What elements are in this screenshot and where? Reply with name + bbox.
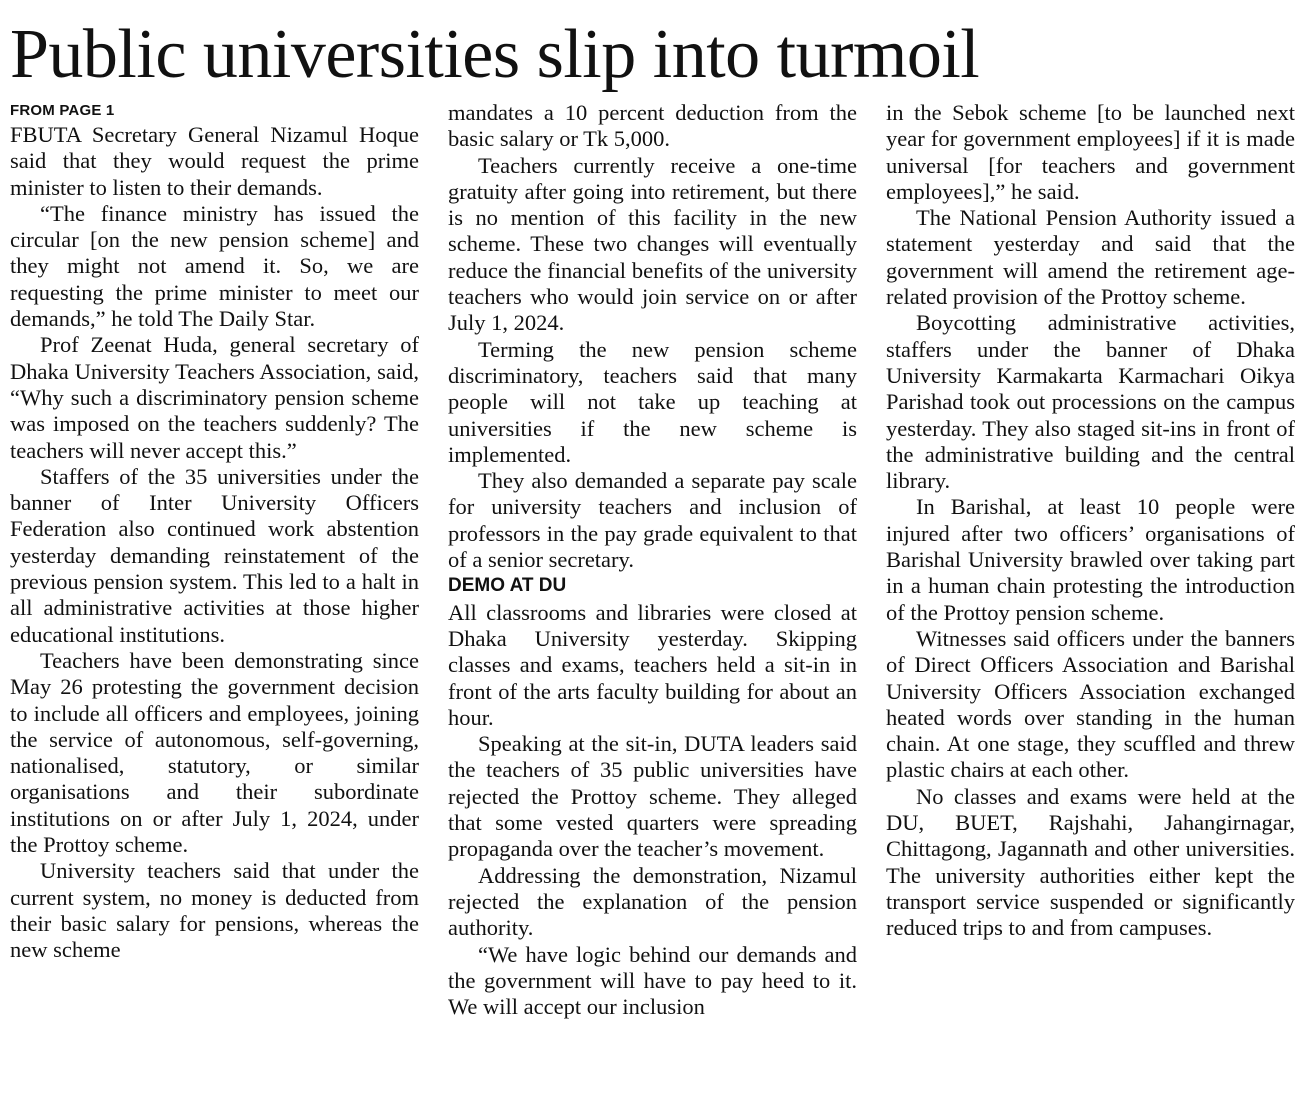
paragraph: The National Pension Authority issued a statement yesterday and said that the government will amend the retirement age-related provision of the Prottoy scheme. — [886, 205, 1295, 310]
paragraph: Prof Zeenat Huda, general secretary of Dhaka University Teachers Association, said, “Why such a discriminatory pension scheme was imposed on the teachers suddenly? The teachers will never accept this.” — [10, 332, 419, 463]
paragraph: Addressing the demonstration, Nizamul rejected the explanation of the pension authority. — [448, 862, 857, 941]
paragraph: in the Sebok scheme [to be launched next year for government employees] if it is made universal [for teachers and government employees],” he said. — [886, 100, 1295, 204]
paragraph: mandates a 10 percent deduction from the basic salary or Tk 5,000. — [448, 100, 857, 152]
paragraph: “The finance ministry has issued the circular [on the new pension scheme] and they might not amend it. So, we are requesting the prime minister to meet our demands,” he told The Daily Star. — [10, 200, 419, 332]
paragraph: Boycotting administrative activities, staffers under the banner of Dhaka University Karmakarta Karmachari Oikya Parishad took out processions on the campus yesterday. They also staged sit-ins in front of the administrative building and the central library. — [886, 310, 1295, 494]
paragraph: Staffers of the 35 universities under the banner of Inter University Officers Federation also continued work abstention yesterday demanding reinstatement of the previous pension system. This led to a halt in all administrative activities at those higher educational institutions. — [10, 463, 419, 647]
subhead-demo-at-du: DEMO AT DU — [448, 575, 567, 597]
article-column-1 — [10, 100, 419, 964]
paragraph: All classrooms and libraries were closed at Dhaka University yesterday. Skipping classes and exams, teachers held a sit-in in front of the arts faculty building for about an hour. — [448, 599, 857, 730]
kicker-from-page-1: FROM PAGE 1 — [10, 102, 115, 119]
headline: Public universities slip into turmoil — [10, 16, 980, 93]
paragraph: They also demanded a separate pay scale for university teachers and inclusion of professors in the pay grade equivalent to that of a senior secretary. — [448, 468, 857, 573]
paragraph: University teachers said that under the current system, no money is deducted from their basic salary for pensions, whereas the new scheme — [10, 858, 419, 963]
paragraph: In Barishal, at least 10 people were injured after two officers’ organisations of Barishal University brawled over taking part in a human chain protesting the introduction of the Prottoy pension scheme. — [886, 494, 1295, 625]
paragraph: Witnesses said officers under the banners of Direct Officers Association and Barishal University Officers Association exchanged heated words over standing in the human chain. At one stage, they scuffled and threw plastic chairs at each other. — [886, 625, 1295, 783]
paragraph: Teachers have been demonstrating since May 26 protesting the government decision to include all officers and employees, joining the service of autonomous, self-governing, nationalised, statutory, or similar organisations and their subordinate institutions on or after July 1, 2024, under the Prottoy scheme. — [10, 647, 419, 858]
article-column-3 — [886, 100, 1295, 942]
paragraph: “We have logic behind our demands and the government will have to pay heed to it. We will accept our inclusion — [448, 941, 857, 1020]
paragraph: Teachers currently receive a one-time gratuity after going into retirement, but there is no mention of this facility in the new scheme. These two changes will eventually reduce the financial benefits of the university teachers who would join service on or after July 1, 2024. — [448, 152, 857, 336]
paragraph: FBUTA Secretary General Nizamul Hoque said that they would request the prime minister to listen to their demands. — [10, 122, 419, 200]
paragraph: Speaking at the sit-in, DUTA leaders said the teachers of 35 public universities have rejected the Prottoy scheme. They alleged that some vested quarters were spreading propaganda over the teacher’s movement. — [448, 731, 857, 862]
paragraph: Terming the new pension scheme discriminatory, teachers said that many people will not take up teaching at universities if the new scheme is implemented. — [448, 336, 857, 467]
article-column-2 — [448, 100, 857, 1020]
paragraph: No classes and exams were held at the DU, BUET, Rajshahi, Jahangirnagar, Chittagong, Jagannath and other universities. The university authorities either kept the transport service suspended or significantly reduced trips to and from campuses. — [886, 783, 1295, 941]
